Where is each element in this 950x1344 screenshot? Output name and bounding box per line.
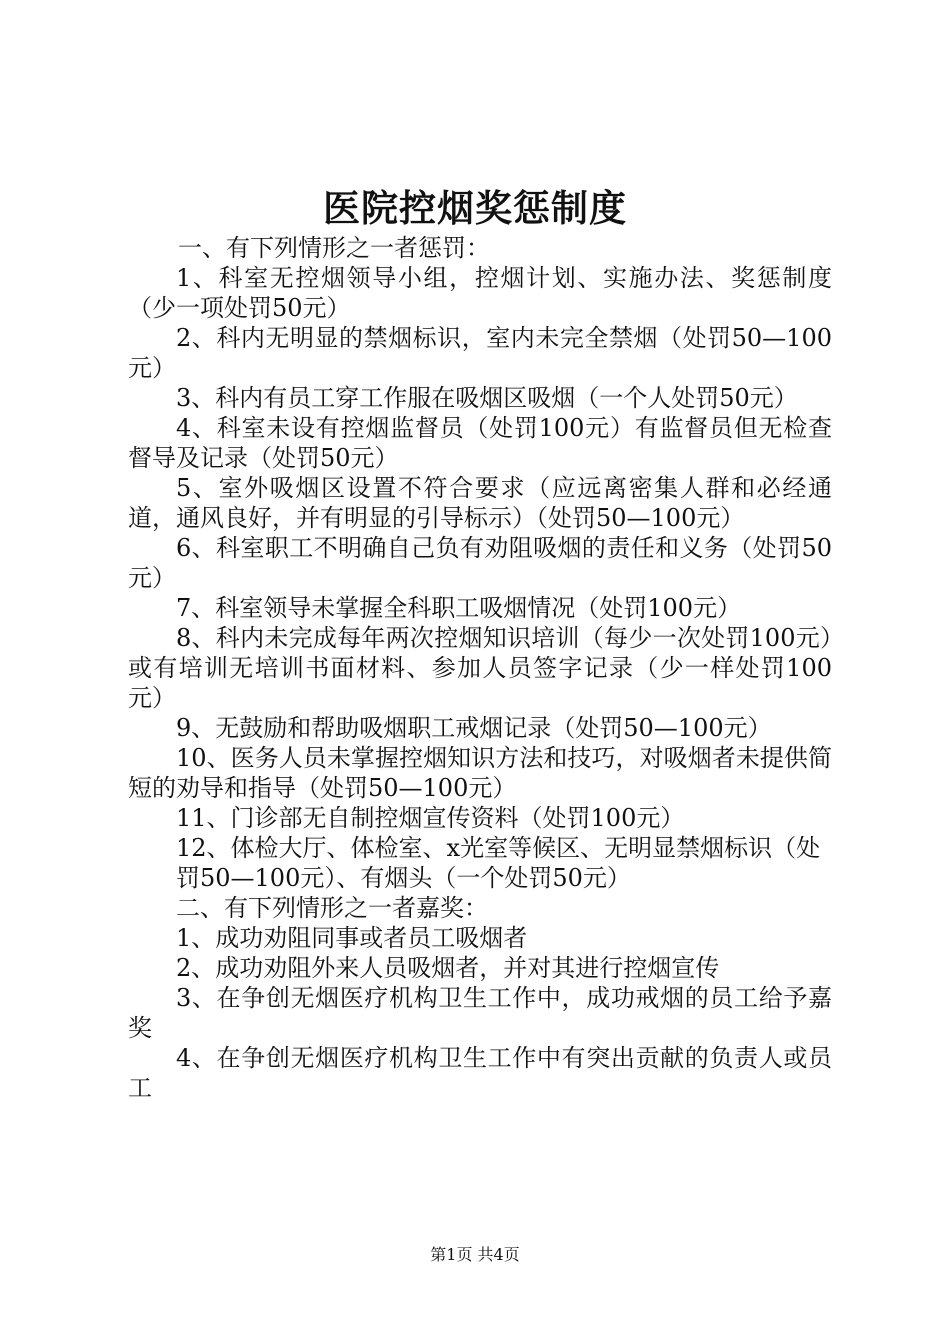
penalty-item-9: 9、无鼓励和帮助吸烟职工戒烟记录（处罚50—100元） — [176, 714, 772, 742]
penalty-item-2: 2、科内无明显的禁烟标识，室内未完全禁烟（处罚50—100元） — [128, 324, 832, 382]
penalty-item-5: 5、室外吸烟区设置不符合要求（应远离密集人群和必经通道，通风良好，并有明显的引导标示）（处罚50—100元） — [128, 474, 832, 532]
reward-item-2: 2、成功劝阻外来人员吸烟者，并对其进行控烟宣传 — [176, 954, 720, 982]
penalty-item-7: 7、科室领导未掌握全科职工吸烟情况（处罚100元） — [176, 594, 742, 622]
page-footer: 第1页 共4页 — [430, 1245, 520, 1264]
penalty-item-12-continued: 罚50—100元）、有烟头（一个处罚50元） — [176, 864, 631, 892]
penalty-item-1: 1、科室无控烟领导小组，控烟计划、实施办法、奖惩制度（少一项处罚50元） — [128, 264, 832, 322]
penalty-item-12: 12、体检大厅、体检室、x光室等候区、无明显禁烟标识（处 — [176, 834, 821, 862]
reward-item-4: 4、在争创无烟医疗机构卫生工作中有突出贡献的负责人或员工 — [128, 1044, 832, 1102]
penalty-item-6: 6、科室职工不明确自己负有劝阻吸烟的责任和义务（处罚50元） — [128, 534, 832, 592]
penalty-item-11: 11、门诊部无自制控烟宣传资料（处罚100元） — [176, 804, 685, 832]
document-title: 医院控烟奖惩制度 — [323, 186, 627, 230]
penalty-item-10: 10、医务人员未掌握控烟知识方法和技巧，对吸烟者未提供简短的劝导和指导（处罚50—100元） — [128, 744, 832, 802]
penalty-item-4: 4、科室未设有控烟监督员（处罚100元）有监督员但无检查督导及记录（处罚50元） — [128, 414, 832, 472]
reward-item-1: 1、成功劝阻同事或者员工吸烟者 — [176, 924, 528, 952]
penalty-item-8: 8、科内未完成每年两次控烟知识培训（每少一次处罚100元）或有培训无培训书面材料、参加人员签字记录（少一样处罚100元） — [128, 624, 832, 712]
document-body — [128, 233, 832, 1103]
section-heading-rewards: 二、有下列情形之一者嘉奖： — [176, 894, 488, 922]
penalty-item-3: 3、科内有员工穿工作服在吸烟区吸烟（一个人处罚50元） — [176, 384, 798, 412]
section-heading-penalties: 一、有下列情形之一者惩罚： — [178, 234, 490, 262]
reward-item-3: 3、在争创无烟医疗机构卫生工作中，成功戒烟的员工给予嘉奖 — [128, 984, 832, 1042]
